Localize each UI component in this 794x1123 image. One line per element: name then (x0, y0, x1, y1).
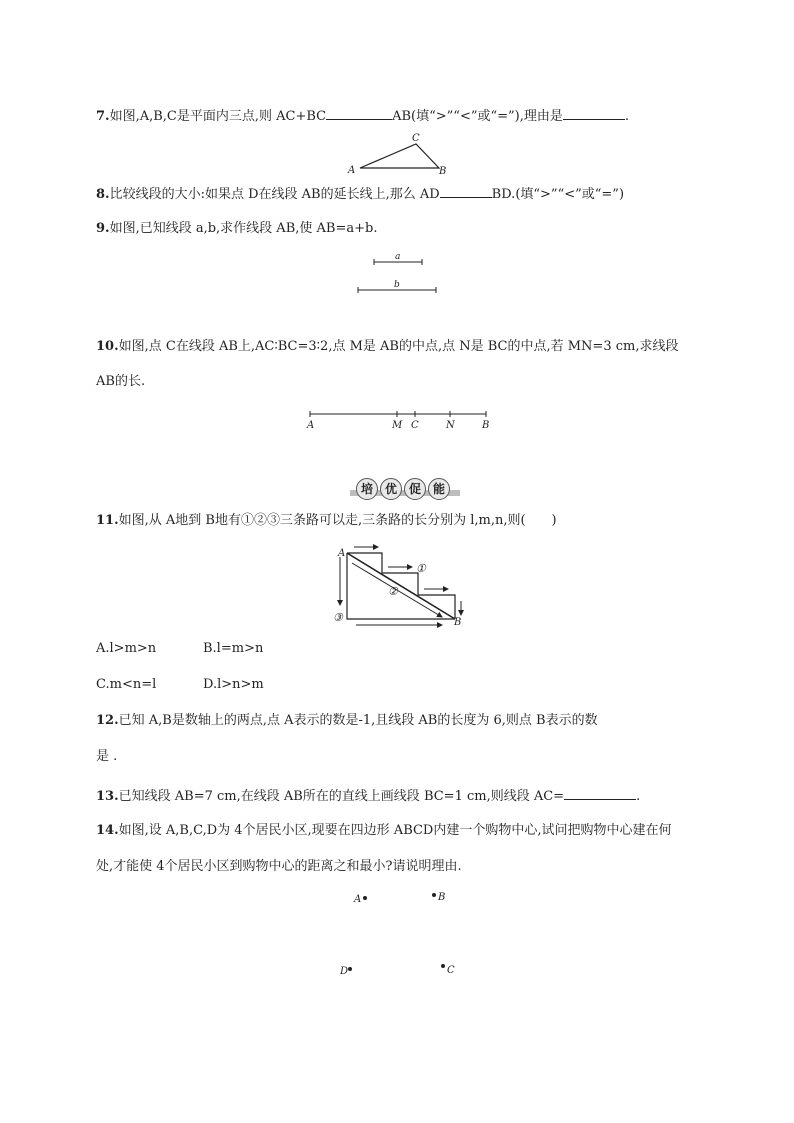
question-8 (96, 184, 624, 204)
answer-blank[interactable] (563, 106, 625, 120)
point-label-m: M (392, 420, 403, 431)
point-label-c: C (412, 133, 420, 144)
question-text: 如图,设 A,B,C,D为 4个居民小区,现要在四边形 ABCD内建一个购物中心,试问把购物中心建在何 (118, 823, 672, 838)
question-text: BD.(填“>”“<”或“=”) (491, 187, 625, 202)
point-d (348, 967, 352, 971)
question-7 (96, 106, 629, 126)
option-a[interactable]: A.l>m>n (96, 641, 157, 656)
question-text: 处,才能使 4个居民小区到购物中心的距离之和最小?请说明理由. (96, 859, 462, 874)
banner-char: 能 (428, 478, 450, 500)
option-b[interactable]: B.l=m>n (203, 641, 264, 656)
route-label-3: ③ (333, 611, 343, 624)
question-10-line2 (96, 373, 145, 391)
question-text: . (636, 789, 641, 804)
answer-blank[interactable] (564, 786, 636, 800)
question-text: 已知 A,B是数轴上的两点,点 A表示的数是-1,且线段 AB的长度为 6,则点 B表示的数 (118, 713, 598, 728)
point-label-b: B (482, 420, 490, 431)
question-number: 10. (96, 339, 119, 354)
point-label-a: A (338, 548, 346, 559)
question-number: 11. (96, 513, 119, 528)
question-14 (96, 822, 672, 840)
point-label-b: B (439, 166, 447, 177)
route-label-1: ① (416, 562, 426, 575)
question-11 (96, 512, 557, 530)
question-13 (96, 786, 640, 806)
question-text: AB的长. (96, 374, 146, 389)
point-label-b: B (438, 892, 446, 903)
question-text: . (624, 109, 630, 124)
points-figure (340, 886, 470, 978)
segments-figure (350, 248, 450, 296)
question-number: 7. (96, 109, 110, 124)
question-10 (96, 338, 678, 356)
option-c[interactable]: C.m<n=l (96, 677, 157, 692)
point-label-a: A (348, 165, 356, 176)
question-12 (96, 712, 598, 730)
number-line-figure (300, 404, 500, 434)
point-label-b: B (454, 617, 462, 628)
question-text: 如图,已知线段 a,b,求作线段 AB,使 AB=a+b. (109, 221, 378, 236)
point-label-d: D (340, 966, 349, 977)
triangle-abc (360, 144, 439, 168)
question-text: 如图,点 C在线段 AB上,AC∶BC=3∶2,点 M是 AB的中点,点 N是 BC的中点,若 MN=3 cm,求线段 (118, 339, 679, 354)
segment-label-a: a (395, 252, 401, 262)
banner-char: 培 (356, 478, 378, 500)
question-text: 是 . (96, 749, 118, 764)
question-text: 已知线段 AB=7 cm,在线段 AB所在的直线上画线段 BC=1 cm,则线段 AC= (118, 789, 565, 804)
question-text: 如图,A,B,C是平面内三点,则 AC+BC (109, 109, 327, 124)
question-text: 比较线段的大小:如果点 D在线段 AB的延长线上,那么 AD (109, 187, 440, 202)
question-number: 8. (96, 187, 110, 202)
answer-blank[interactable] (326, 106, 392, 120)
point-b (432, 893, 436, 897)
triangle-figure (340, 130, 460, 178)
route-label-2: ② (388, 585, 398, 598)
section-banner (350, 478, 460, 500)
point-c (441, 964, 445, 968)
question-number: 13. (96, 789, 119, 804)
segment-label-b: b (394, 280, 400, 290)
question-12-line2 (96, 748, 117, 766)
question-number: 14. (96, 823, 119, 838)
question-14-line2 (96, 858, 462, 876)
question-number: 12. (96, 713, 119, 728)
point-label-n: N (446, 420, 455, 431)
point-label-c: C (447, 965, 455, 976)
point-label-c: C (411, 420, 419, 431)
routes-figure (330, 543, 470, 629)
question-text: 如图,从 A地到 B地有①②③三条路可以走,三条路的长分别为 l,m,n,则( ) (118, 513, 557, 528)
option-d[interactable]: D.l>n>m (203, 677, 264, 692)
banner-char: 促 (404, 478, 426, 500)
question-9 (96, 220, 377, 238)
point-a (363, 896, 367, 900)
route-2-path (347, 553, 455, 619)
point-label-a: A (307, 420, 315, 431)
banner-char: 优 (380, 478, 402, 500)
point-label-a: A (354, 894, 362, 905)
question-text: AB(填“>”“<”或“=”),理由是 (392, 109, 563, 124)
question-number: 9. (96, 221, 110, 236)
answer-blank[interactable] (440, 184, 492, 198)
